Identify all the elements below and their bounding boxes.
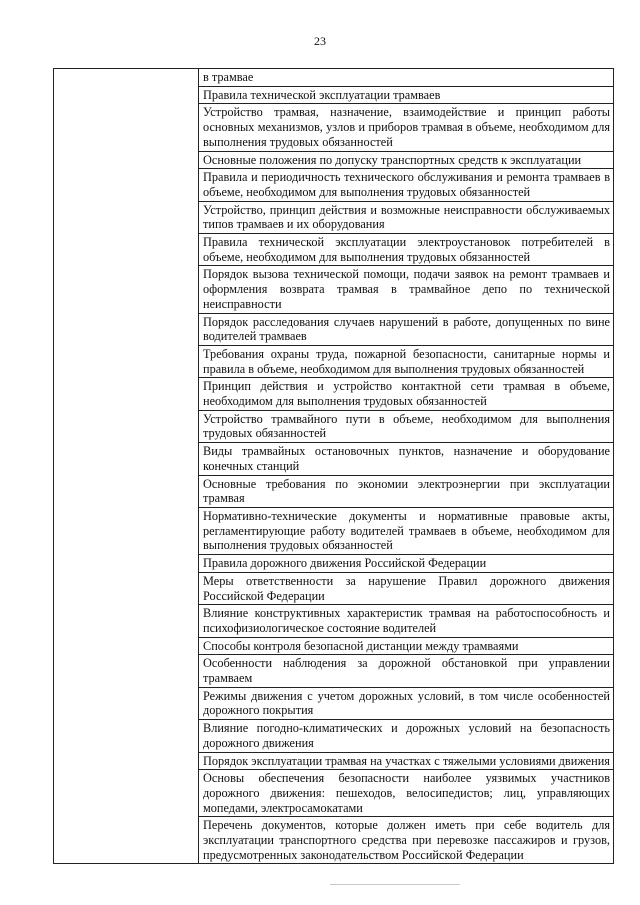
requirement-cell bbox=[199, 313, 614, 345]
requirement-text: Правила дорожного движения Российской Федерации bbox=[203, 556, 487, 571]
requirement-cell bbox=[199, 605, 614, 637]
requirement-text: Режимы движения с учетом дорожных условий, в том числе особенностей дорожного покрытия bbox=[203, 688, 610, 718]
requirement-text: Требования охраны труда, пожарной безопасности, санитарные нормы и правила в объеме, необходимом для выполнения трудовых обязанностей bbox=[203, 346, 610, 376]
requirement-cell bbox=[199, 345, 614, 377]
requirement-text: Влияние погодно-климатических и дорожных условий на безопасность дорожного движения bbox=[203, 721, 610, 750]
label-column-cell bbox=[54, 69, 199, 864]
requirement-text: Устройство трамвайного пути в объеме, необходимом для выполнения трудовых обязанностей bbox=[203, 411, 610, 441]
requirement-cell bbox=[199, 86, 614, 104]
requirement-cell bbox=[199, 687, 614, 719]
requirement-cell bbox=[199, 572, 614, 604]
requirement-cell bbox=[199, 720, 614, 752]
requirement-cell bbox=[199, 69, 614, 87]
requirement-cell bbox=[199, 475, 614, 507]
requirement-text: в трамвае bbox=[203, 70, 254, 84]
requirement-text: Порядок эксплуатации трамвая на участках с тяжелыми условиями движения bbox=[203, 753, 610, 768]
requirement-cell bbox=[199, 817, 614, 864]
requirement-text: Основы обеспечения безопасности наиболее уязвимых участников дорожного движения: пешеходов, велосипедистов; лиц, управляющих мопедами, электросамокатами bbox=[203, 771, 610, 815]
requirement-text: Порядок вызова технической помощи, подачи заявок на ремонт трамваев и оформления возврата трамвая в трамвайное депо по технической неисправности bbox=[203, 267, 610, 311]
requirement-cell bbox=[199, 169, 614, 201]
requirement-text: Правила и периодичность технического обслуживания и ремонта трамваев в объеме, необходимом для выполнения трудовых обязанностей bbox=[203, 170, 610, 199]
requirement-cell bbox=[199, 378, 614, 410]
table-row bbox=[54, 69, 614, 87]
requirement-text: Порядок расследования случаев нарушений в работе, допущенных по вине водителей трамваев bbox=[203, 314, 610, 344]
requirement-cell bbox=[199, 410, 614, 442]
requirement-cell bbox=[199, 637, 614, 655]
requirement-cell bbox=[199, 770, 614, 817]
requirement-text: Влияние конструктивных характеристик трамвая на работоспособность и психофизиологическое состояние водителей bbox=[203, 606, 610, 635]
requirement-cell bbox=[199, 752, 614, 770]
requirement-text: Особенности наблюдения за дорожной обстановкой при управлении трамваем bbox=[203, 656, 610, 686]
requirement-text: Способы контроля безопасной дистанции между трамваями bbox=[203, 638, 519, 653]
requirement-cell bbox=[199, 234, 614, 266]
requirement-text: Меры ответственности за нарушение Правил дорожного движения Российской Федерации bbox=[203, 573, 610, 603]
requirement-text: Устройство трамвая, назначение, взаимодействие и принцип работы основных механизмов, узлов и приборов трамвая в объеме, необходимом для выполнения трудовых обязанностей bbox=[203, 105, 610, 149]
requirement-text: Нормативно-технические документы и нормативные правовые акты, регламентирующие работу водителей трамваев в объеме, необходимом для выполнения трудовых обязанностей bbox=[203, 508, 610, 553]
requirement-text: Виды трамвайных остановочных пунктов, назначение и оборудование конечных станций bbox=[203, 444, 610, 473]
requirement-cell bbox=[199, 507, 614, 554]
requirement-text: Правила технической эксплуатации электроустановок потребителей в объеме, необходимом для выполнения трудовых обязанностей bbox=[203, 235, 610, 264]
requirement-text: Устройство, принцип действия и возможные неисправности обслуживаемых типов трамваев и их оборудования bbox=[203, 202, 610, 232]
table-body bbox=[54, 69, 614, 864]
page-number: 23 bbox=[314, 34, 326, 48]
requirement-cell bbox=[199, 151, 614, 169]
requirement-cell bbox=[199, 104, 614, 151]
requirement-text: Правила технической эксплуатации трамваев bbox=[203, 87, 441, 102]
requirement-cell bbox=[199, 555, 614, 573]
requirement-cell bbox=[199, 655, 614, 687]
requirement-cell bbox=[199, 443, 614, 475]
requirement-text: Основные положения по допуску транспортных средств к эксплуатации bbox=[203, 152, 582, 167]
requirement-text: Основные требования по экономии электроэнергии при эксплуатации трамвая bbox=[203, 476, 610, 506]
requirement-cell bbox=[199, 201, 614, 233]
knowledge-requirements-table bbox=[53, 68, 614, 864]
requirement-text: Перечень документов, которые должен иметь при себе водитель для эксплуатации транспортного средства при перевозке пассажиров и грузов, предусмотренных законодательством Российской Федерации bbox=[203, 818, 610, 862]
requirement-cell bbox=[199, 266, 614, 313]
requirement-text: Принцип действия и устройство контактной сети трамвая в объеме, необходимом для выполнения трудовых обязанностей bbox=[203, 379, 610, 409]
bottom-scan-line bbox=[330, 884, 460, 885]
